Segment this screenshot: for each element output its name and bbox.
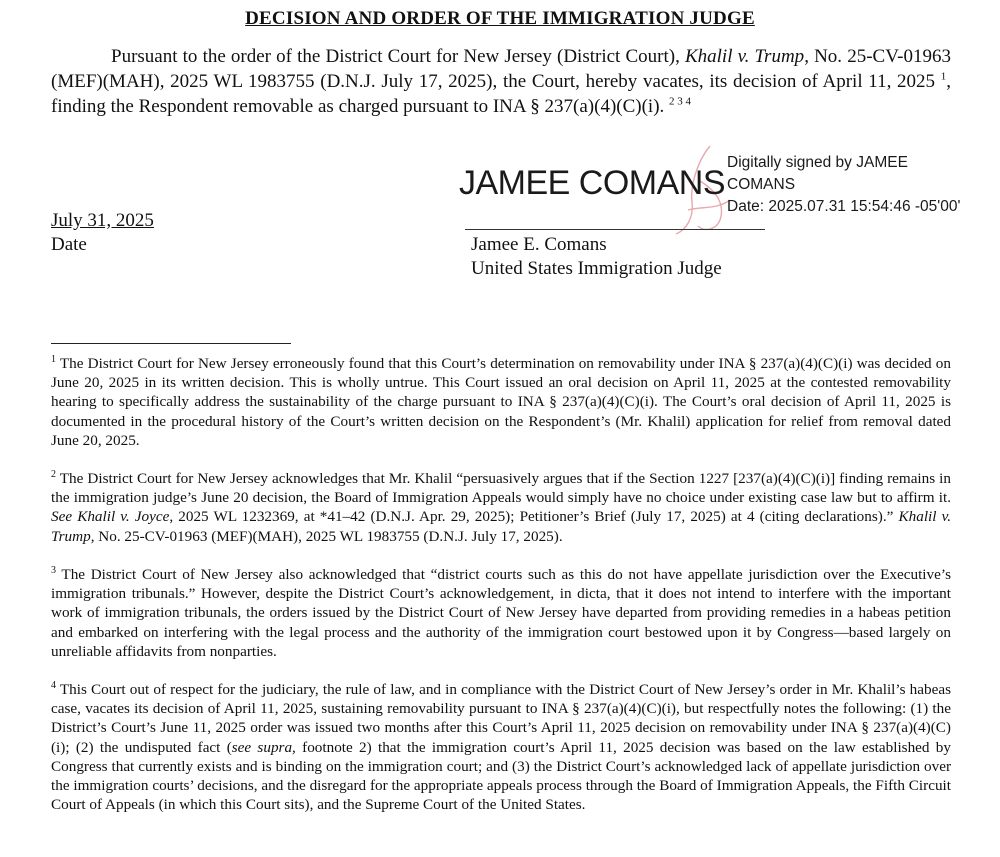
footnote-4 <box>51 680 951 814</box>
citation: Khalil v. Trump <box>51 508 951 545</box>
digital-signature-name[interactable]: JAMEE COMANS <box>459 164 726 202</box>
signature-line <box>465 229 765 230</box>
signature-line-1: Digitally signed by JAMEE <box>727 154 908 171</box>
footnote-ref-2-3-4[interactable]: 2 3 4 <box>669 95 692 108</box>
footnote-ref-1[interactable]: 1 <box>940 70 947 83</box>
date-value: July 31, 2025 <box>51 210 154 231</box>
signature-date: Date: 2025.07.31 15:54:46 -05'00' <box>727 198 961 215</box>
order-paragraph <box>51 44 951 119</box>
signature-line-2: COMANS <box>727 176 796 193</box>
footnote-3 <box>51 565 951 661</box>
footnote-number: 1 <box>51 353 56 365</box>
footnote-text: footnote 2) that the immigration court’s April 11, 2025 decision was based on the law established by Congress that currently exists and is binding on the immigration court; and (3) the District Court’s acknowledged lack of appellate jurisdiction over the immigration courts’ decisions, and the disregard for the appropriate appeals process through the Board of Immigration Appeals, the Fifth Circuit Court of Appeals (in which this Court sits), and the Supreme Court of the United States. <box>51 738 951 814</box>
order-text-1: , No. 25-CV-01963 (MEF)(MAH), 2025 WL 1983755 (D.N.J. July 17, 2025), the Court, hereby vacates, its decision of April 11, 2025 <box>51 46 952 92</box>
judge-title: United States Immigration Judge <box>471 258 722 279</box>
digital-signature-details[interactable] <box>727 152 960 218</box>
judge-name: Jamee E. Comans <box>471 234 607 255</box>
footnote-text: The District Court for New Jersey erroneously found that this Court’s determination on removability under INA § 237(a)(4)(C)(i) was decided on June 20, 2025 in its written decision. This is wholly untrue. This Court issued an oral decision on April 11, 2025 at the contested removability hearing to specifically address the sustainability of the charge pursuant to INA § 237(a)(4)(C)(i). The Court’s oral decision of April 11, 2025 is documented in the procedural history of the Court’s written decision on the Respondent’s (Mr. Khalil) application for relief from removal dated June 20, 2025. <box>51 355 951 449</box>
case-name: Khalil v. Trump <box>684 46 805 67</box>
citation: See Khalil v. Joyce <box>51 508 170 526</box>
document-title: DECISION AND ORDER OF THE IMMIGRATION JUDGE <box>245 8 755 29</box>
footnote-1 <box>51 354 951 450</box>
footnote-2 <box>51 469 951 546</box>
date-label: Date <box>51 234 87 255</box>
footnote-text: This Court out of respect for the judiciary, the rule of law, and in compliance with the District Court of New Jersey’s order in Mr. Khalil’s habeas case, vacates its decision of April 11, 2025, sustaining removability pursuant to INA § 237(a)(4)(C)(i), but respectfully notes the following: (1) the District’s Court’s June 11, 2025 order was issued two months after this Court’s April 11, 2025 decision on removability under INA § 237(a)(4)(C)(i); (2) the undisputed fact ( <box>51 681 951 756</box>
footnote-number: 3 <box>51 564 56 576</box>
footnote-number: 2 <box>51 468 56 480</box>
footnote-divider <box>51 343 291 344</box>
footnote-text: The District Court for New Jersey acknowledges that Mr. Khalil “persuasively argues that if the Section 1227 [237(a)(4)(C)(i)] finding remains in the immigration judge’s June 20 decision, the Board of Immigration Appeals would simply have no choice under existing case law but to affirm it. <box>51 470 951 507</box>
order-intro: Pursuant to the order of the District Court for New Jersey (District Court), <box>111 46 685 67</box>
footnote-text: The District Court of New Jersey also acknowledged that “district courts such as this do not have appellate jurisdiction over the Executive’s immigration tribunals.” However, despite the District Court’s acknowledgement, in dicta, that it does not intend to interfere with the important work of immigration tribunals, the orders issued by the District Court of New Jersey have departed from providing remedies in a habeas petition and embarked on interfering with the legal process and the authority of the immigration court bestowed upon it by Congress—based largely on unreliable affidavits from nonparties. <box>51 566 951 660</box>
footnote-text: , No. 25-CV-01963 (MEF)(MAH), 2025 WL 1983755 (D.N.J. July 17, 2025). <box>90 527 563 545</box>
citation: see supra, <box>231 738 296 756</box>
footnote-text: , 2025 WL 1232369, at *41–42 (D.N.J. Apr. 29, 2025); Petitioner’s Brief (July 17, 2025) at 4 (citing declarations).” <box>169 508 899 526</box>
order-text-2: , finding the Respondent removable as charged pursuant to INA § 237(a)(4)(C)(i). <box>51 71 951 117</box>
footnote-number: 4 <box>51 679 56 691</box>
